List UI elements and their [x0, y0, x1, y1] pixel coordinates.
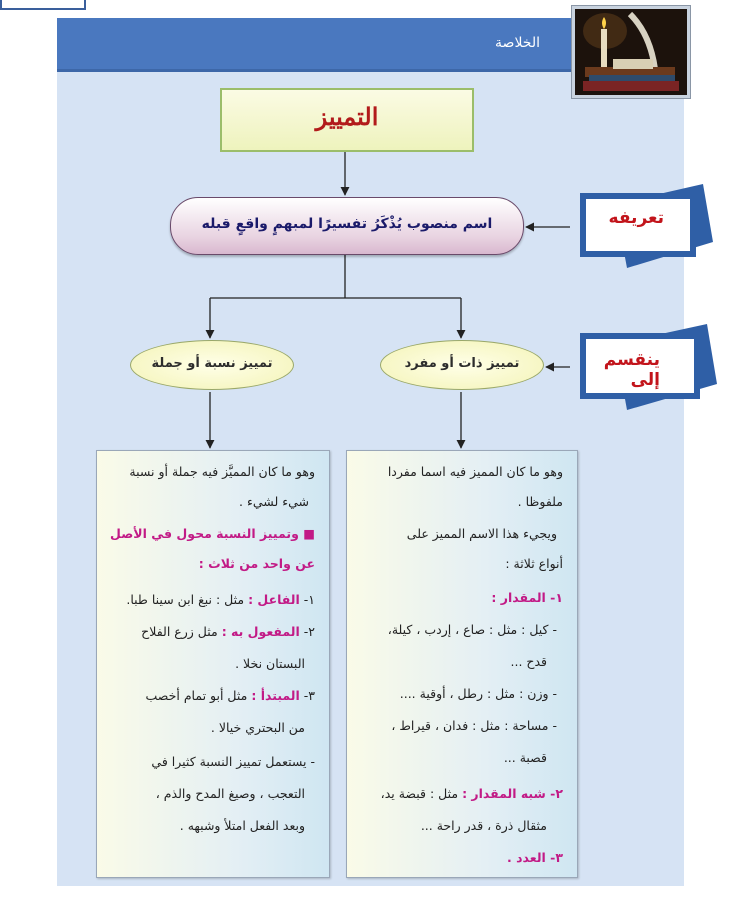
left-line-7: البستان نخلا . — [235, 656, 305, 671]
branch-right-ellipse — [380, 340, 544, 390]
left-content-box — [96, 450, 330, 878]
left-line-6-num: ٢- — [303, 624, 315, 639]
left-line-6-label: المفعول به : — [221, 624, 300, 639]
right-line-2: ملفوظا . — [517, 494, 563, 509]
left-line-6 — [107, 621, 315, 643]
left-line-4: عن واحد من ثلاث : — [198, 556, 315, 571]
right-line-13: ٣- العدد . — [507, 850, 563, 865]
left-line-8-num: ٣- — [303, 688, 315, 703]
definition-text: اسم منصوب يُذْكَرُ تفسيرًا لمبهمٍ واقعٍ قبله — [201, 216, 493, 232]
diagram-title: التمييز — [315, 102, 379, 131]
left-line-6-text: مثل زرع الفلاح — [141, 624, 218, 639]
definition-banner-label: تعريفه — [608, 208, 664, 228]
right-line-5: ١- المقدار : — [491, 590, 563, 605]
left-line-1: وهو ما كان المميَّز فيه جملة أو نسبة — [129, 464, 315, 479]
branch-right-label: تمييز ذات أو مفرد — [404, 356, 520, 371]
left-line-8-label: المبتدأ : — [251, 688, 300, 703]
definition-box — [170, 197, 524, 255]
right-line-12: مثقال ذرة ، قدر راحة ... — [420, 818, 547, 833]
definition-banner — [575, 182, 700, 244]
left-line-5-text: مثل : نبغ ابن سينا طبا. — [126, 592, 245, 607]
header-title: الخلاصة — [495, 35, 540, 51]
right-line-11-label: ٢- شبه المقدار : — [462, 786, 563, 801]
right-line-9: - مساحة : مثل : فدان ، قيراط ، — [391, 718, 557, 733]
right-line-1: وهو ما كان المميز فيه اسما مفردا — [387, 464, 563, 479]
branch-left-ellipse — [130, 340, 294, 390]
branch-left-label: تمييز نسبة أو جملة — [151, 356, 273, 371]
right-content-box — [346, 450, 578, 878]
right-line-11 — [357, 783, 563, 805]
right-line-6: - كيل : مثل : صاع ، إردب ، كيلة، — [387, 622, 557, 637]
left-line-5 — [107, 589, 315, 611]
left-line-8 — [107, 685, 315, 707]
left-line-3: ■ وتمييز النسبة محول في الأصل — [110, 526, 315, 541]
right-line-10: قصبة ... — [503, 750, 547, 765]
right-line-8: - وزن : مثل : رطل ، أوقية .... — [399, 686, 557, 701]
right-line-11-text: مثل : قبضة يد، — [380, 786, 459, 801]
division-banner-label: ينقسم إلى — [603, 350, 660, 390]
right-line-4: أنواع ثلاثة : — [505, 556, 563, 571]
left-line-5-label: الفاعل : — [248, 592, 300, 607]
title-box — [220, 88, 474, 152]
left-line-12: وبعد الفعل امتلأ وشبهه . — [179, 818, 305, 833]
right-line-7: قدح ... — [510, 654, 547, 669]
left-line-10: - يستعمل تمييز النسبة كثيرا في — [151, 754, 315, 769]
left-line-5-num: ١- — [303, 592, 315, 607]
left-line-8-text: مثل أبو تمام أخصب — [145, 688, 248, 703]
left-line-9: من البحتري خيالا . — [210, 720, 305, 735]
left-line-11: التعجب ، وصيغ المدح والذم ، — [155, 786, 305, 801]
division-banner — [575, 322, 700, 390]
right-line-3: ويجيء هذا الاسم المميز على — [406, 526, 557, 541]
left-line-2: شيء لشيء . — [239, 494, 309, 509]
